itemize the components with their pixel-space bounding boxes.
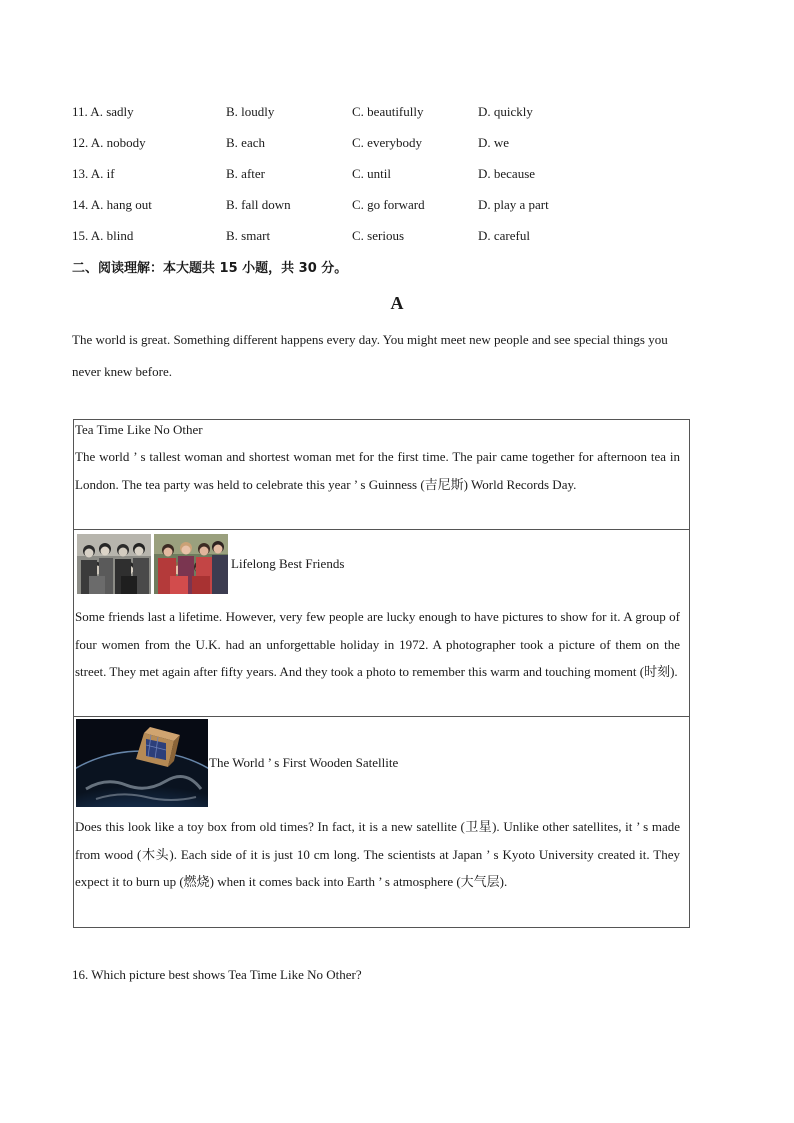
intro-line-2: never knew before. <box>72 364 172 379</box>
article-title: The World ’ s First Wooden Satellite <box>209 755 399 770</box>
question-11-options <box>72 102 712 122</box>
intro-line-1: The world is great. Something different happens every day. You might meet new people and see special things you <box>72 332 668 347</box>
option-d: D. because <box>478 166 536 181</box>
option-c: C. everybody <box>352 135 423 150</box>
question-14-options <box>72 195 712 215</box>
article-title: Lifelong Best Friends <box>231 556 345 571</box>
reunion-photo <box>154 534 228 594</box>
article-body: The world ’ s tallest woman and shortest woman met for the first time. The pair came together for afternoon tea in London. The tea party was held to celebrate this year ’ s Guinness (吉尼斯) World Records Day. <box>75 449 680 492</box>
article-tea-time <box>73 419 690 530</box>
satellite-photo <box>76 719 208 807</box>
option-b: B. smart <box>226 228 271 243</box>
option-a: 11. A. sadly <box>72 104 134 119</box>
article-best-friends <box>73 529 690 717</box>
option-b: B. fall down <box>226 197 291 212</box>
option-c: C. go forward <box>352 197 425 212</box>
section-heading: 二、阅读理解：本大题共 15 小题，共 30 分。 <box>72 261 348 276</box>
question-15-options <box>72 226 712 246</box>
article-body: Some friends last a lifetime. However, very few people are lucky enough to have pictures to show for it. A group of four women from the U.K. had an unforgettable holiday in 1972. A photographer took a picture of them on the street. They met again after fifty years. And they took a photo to remember this warm and touching moment (时刻). <box>75 609 680 679</box>
option-a: 12. A. nobody <box>72 135 146 150</box>
question-16: 16. Which picture best shows Tea Time Like No Other? <box>72 967 362 982</box>
option-a: 13. A. if <box>72 166 115 181</box>
option-b: B. after <box>226 166 265 181</box>
option-c: C. serious <box>352 228 404 243</box>
passage-title: A <box>390 293 404 313</box>
option-d: D. play a part <box>478 197 549 212</box>
option-d: D. we <box>478 135 510 150</box>
option-d: D. quickly <box>478 104 533 119</box>
option-b: B. loudly <box>226 104 275 119</box>
option-b: B. each <box>226 135 265 150</box>
option-a: 15. A. blind <box>72 228 134 243</box>
article-title: Tea Time Like No Other <box>75 422 203 437</box>
option-d: D. careful <box>478 228 530 243</box>
option-c: C. until <box>352 166 392 181</box>
option-c: C. beautifully <box>352 104 424 119</box>
article-body: Does this look like a toy box from old times? In fact, it is a new satellite (卫星). Unlike other satellites, it ’ s made from wood (木头). Each side of it is just 10 cm long. The scientists at Japan ’ s Kyoto University created it. They expect it to burn up (燃烧) when it comes back into Earth ’ s atmosphere (大气层). <box>75 819 680 889</box>
option-a: 14. A. hang out <box>72 197 152 212</box>
article-wooden-satellite <box>73 716 690 928</box>
question-12-options <box>72 133 712 153</box>
question-13-options <box>72 164 712 184</box>
old-friends-photo <box>77 534 151 594</box>
